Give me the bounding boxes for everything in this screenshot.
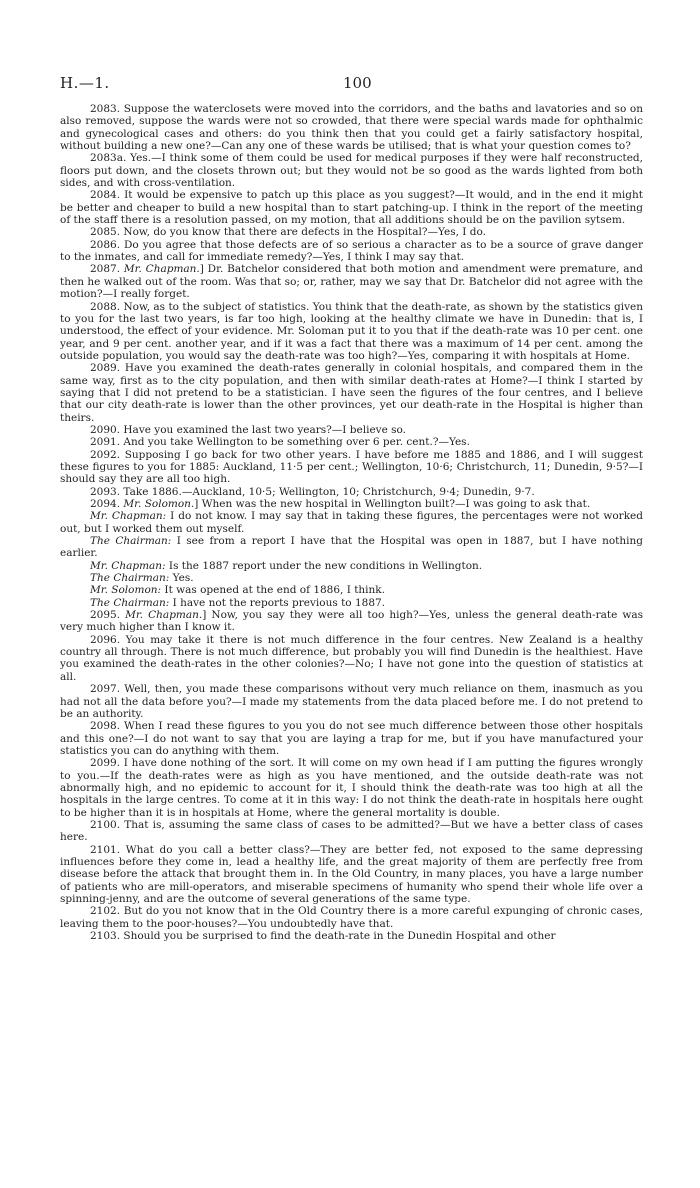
paragraph-2097: 2097. Well, then, you made these comparisons without very much reliance on them, inasmuch as you had not all the data before you?—I made my statements from the data placed before me. I do not pretend to be an authority. bbox=[60, 683, 643, 720]
dialogue-line: Mr. Chapman: I do not know. I may say that in taking these figures, the percentages were not worked out, but I worked them out myself. bbox=[60, 510, 643, 535]
body-text bbox=[60, 103, 643, 942]
paragraph-2100: 2100. That is, assuming the same class of cases to be admitted?—But we have a better class of cases here. bbox=[60, 818, 643, 844]
speaker-name: The Chairman: bbox=[90, 572, 170, 585]
speaker-name: Mr. Chapman. bbox=[123, 263, 200, 276]
speaker-name: Mr. Chapman. bbox=[125, 609, 203, 622]
paragraph-2083: 2083. Suppose the waterclosets were moved into the corridors, and the baths and lavatories and so on also removed, suppose the wards were not so crowded, that there were special wards made for ophthalmic and gynecological cases and others: do you think then that you could get a fairly satisfactory hospital, without building a new one?—Can any one of these wards be utilised; that is what your question comes to? bbox=[60, 103, 643, 153]
paragraph-2102: 2102. But do you not know that in the Old Country there is a more careful expunging of chronic cases, leaving them to the poor-houses?—You undoubtedly have that. bbox=[60, 905, 643, 930]
speaker-name: Mr. Solomon: bbox=[90, 584, 162, 597]
speaker-name: Mr. Solomon. bbox=[123, 498, 195, 510]
paragraph-2096: 2096. You may take it there is not much difference in the four centres. New Zealand is a healthy country all through. There is not much difference, but probably you will find Dunedin is the healthiest. Have you examined the death-rates in the other colonies?—No; I have not gone into the question of statistics at all. bbox=[60, 633, 643, 683]
paragraph-2103: 2103. Should you be surprised to find the death-rate in the Dunedin Hospital and other bbox=[90, 930, 556, 943]
dialogue-line: The Chairman: I have not the reports previous to 1887. bbox=[90, 596, 386, 609]
page-header bbox=[60, 74, 643, 96]
paragraph-2098: 2098. When I read these figures to you you do not see much difference between those other hospitals and this one?—I do not want to say that you are laying a trap for me, but if you have manufactured your statistics you can do anything with them. bbox=[60, 720, 643, 757]
paragraph-2085: 2085. Now, do you know that there are defects in the Hospital?—Yes, I do. bbox=[90, 226, 486, 239]
paragraph-2091: 2091. And you take Wellington to be something over 6 per. cent.?—Yes. bbox=[90, 436, 470, 449]
speaker-name: The Chairman: bbox=[90, 596, 170, 609]
paragraph-2099: 2099. I have done nothing of the sort. It will come on my own head if I am putting the figures wrongly to you.—If the death-rates were as high as you have mentioned, and the outside death-rate was not abnormally high, and no epidemic to account for it, I should think the death-rate was too high at all the hospitals in the large centres. To come at it in this way: I do not think the death-rate in hospitals here ought to be higher than it is in hospitals at Home, where the general mortality is double. bbox=[60, 757, 643, 819]
paragraph-2093: 2093. Take 1886.—Auckland, 10·5; Wellington, 10; Christchurch, 9·4; Dunedin, 9·7. bbox=[90, 485, 535, 498]
paragraph-2083a: 2083a. Yes.—I think some of them could be used for medical purposes if they were half reconstructed, floors put down, and the closets thrown out; but they would not be so good as the wards lighted from both sides, and with cross-ventilation. bbox=[60, 152, 643, 190]
paragraph-2094: 2094. Mr. Solomon.] When was the new hospital in Wellington built?—I was going to ask that. bbox=[90, 498, 591, 510]
paragraph-2086: 2086. Do you agree that those defects are of so serious a character as to be a source of grave danger to the inmates, and call for immediate remedy?—Yes, I think I may say that. bbox=[60, 238, 643, 264]
speaker-name: Mr. Chapman: bbox=[90, 510, 167, 523]
dialogue-line: Mr. Solomon: It was opened at the end of 1886, I think. bbox=[90, 584, 386, 597]
speaker-name: The Chairman: bbox=[90, 535, 172, 548]
dialogue-line: The Chairman: I see from a report I have that the Hospital was open in 1887, but I have nothing earlier. bbox=[60, 535, 643, 560]
page-number: 100 bbox=[343, 74, 372, 92]
paragraph-2087: 2087. Mr. Chapman.] Dr. Batchelor considered that both motion and amendment were premature, and then he walked out of the room. Was that so; or, rather, may we say that Dr. Batchelor did not agree with the motion?—I really forget. bbox=[60, 263, 643, 301]
paragraph-2090: 2090. Have you examined the last two years?—I believe so. bbox=[90, 423, 406, 436]
speaker-name: Mr. Chapman: bbox=[90, 559, 166, 572]
document-reference: H.—1. bbox=[60, 74, 110, 92]
paragraph-2088: 2088. Now, as to the subject of statistics. You think that the death-rate, as shown by the statistics given to you for the last two years, is far too high, looking at the healthy climate we have in Dunedin: that is, I understood, the effect of your evidence. Mr. Soloman put it to you that if the death-rate was 10 per cent. one year, and 9 per cent. another year, and if it was a fact that there was a maximum of 14 per cent. among the outside population, you would say the death-rate was too high?—Yes, comparing it with hospitals at Home. bbox=[60, 300, 643, 362]
paragraph-2084: 2084. It would be expensive to patch up this place as you suggest?—It would, and in the end it might be better and cheaper to build a new hospital than to start patching-up. I think in the report of the meeting of the staff there is a resolution passed, on my motion, that all additions should be on the pavilion sytsem. bbox=[60, 189, 643, 227]
paragraph-2101: 2101. What do you call a better class?—They are better fed, not exposed to the same depressing influences before they come in, lead a healthy life, and the great majority of them are perfectly free from disease before the attack that brought them in. In the Old Country, in many places, you have a large number of patients who are mill-operators, and miserable specimens of humanity who spend their whole life over a spinning-jenny, and are the outcome of several generations of the same type. bbox=[60, 843, 643, 905]
paragraph-2092: 2092. Supposing I go back for two other years. I have before me 1885 and 1886, and I will suggest these figures to you for 1885: Auckland, 11·5 per cent.; Wellington, 10·6; Christchurch, 11; Dunedin, 9·5?—I should say they are all too high. bbox=[60, 448, 643, 486]
dialogue-line: The Chairman: Yes. bbox=[90, 572, 194, 585]
dialogue-line: Mr. Chapman: Is the 1887 report under the new conditions in Wellington. bbox=[90, 559, 483, 572]
paragraph-2095: 2095. Mr. Chapman.] Now, you say they were all too high?—Yes, unless the general death-rate was very much higher than I know it. bbox=[60, 609, 643, 634]
paragraph-2089: 2089. Have you examined the death-rates generally in colonial hospitals, and compared them in the same way, first as to the city population, and then with similar death-rates at Home?—I think I started by saying that I did not pretend to be a statistician. I have seen the figures of the four centres, and I believe that our city death-rate is lower than the other provinces, yet our death-rate in the Hospital is higher than theirs. bbox=[60, 362, 643, 424]
